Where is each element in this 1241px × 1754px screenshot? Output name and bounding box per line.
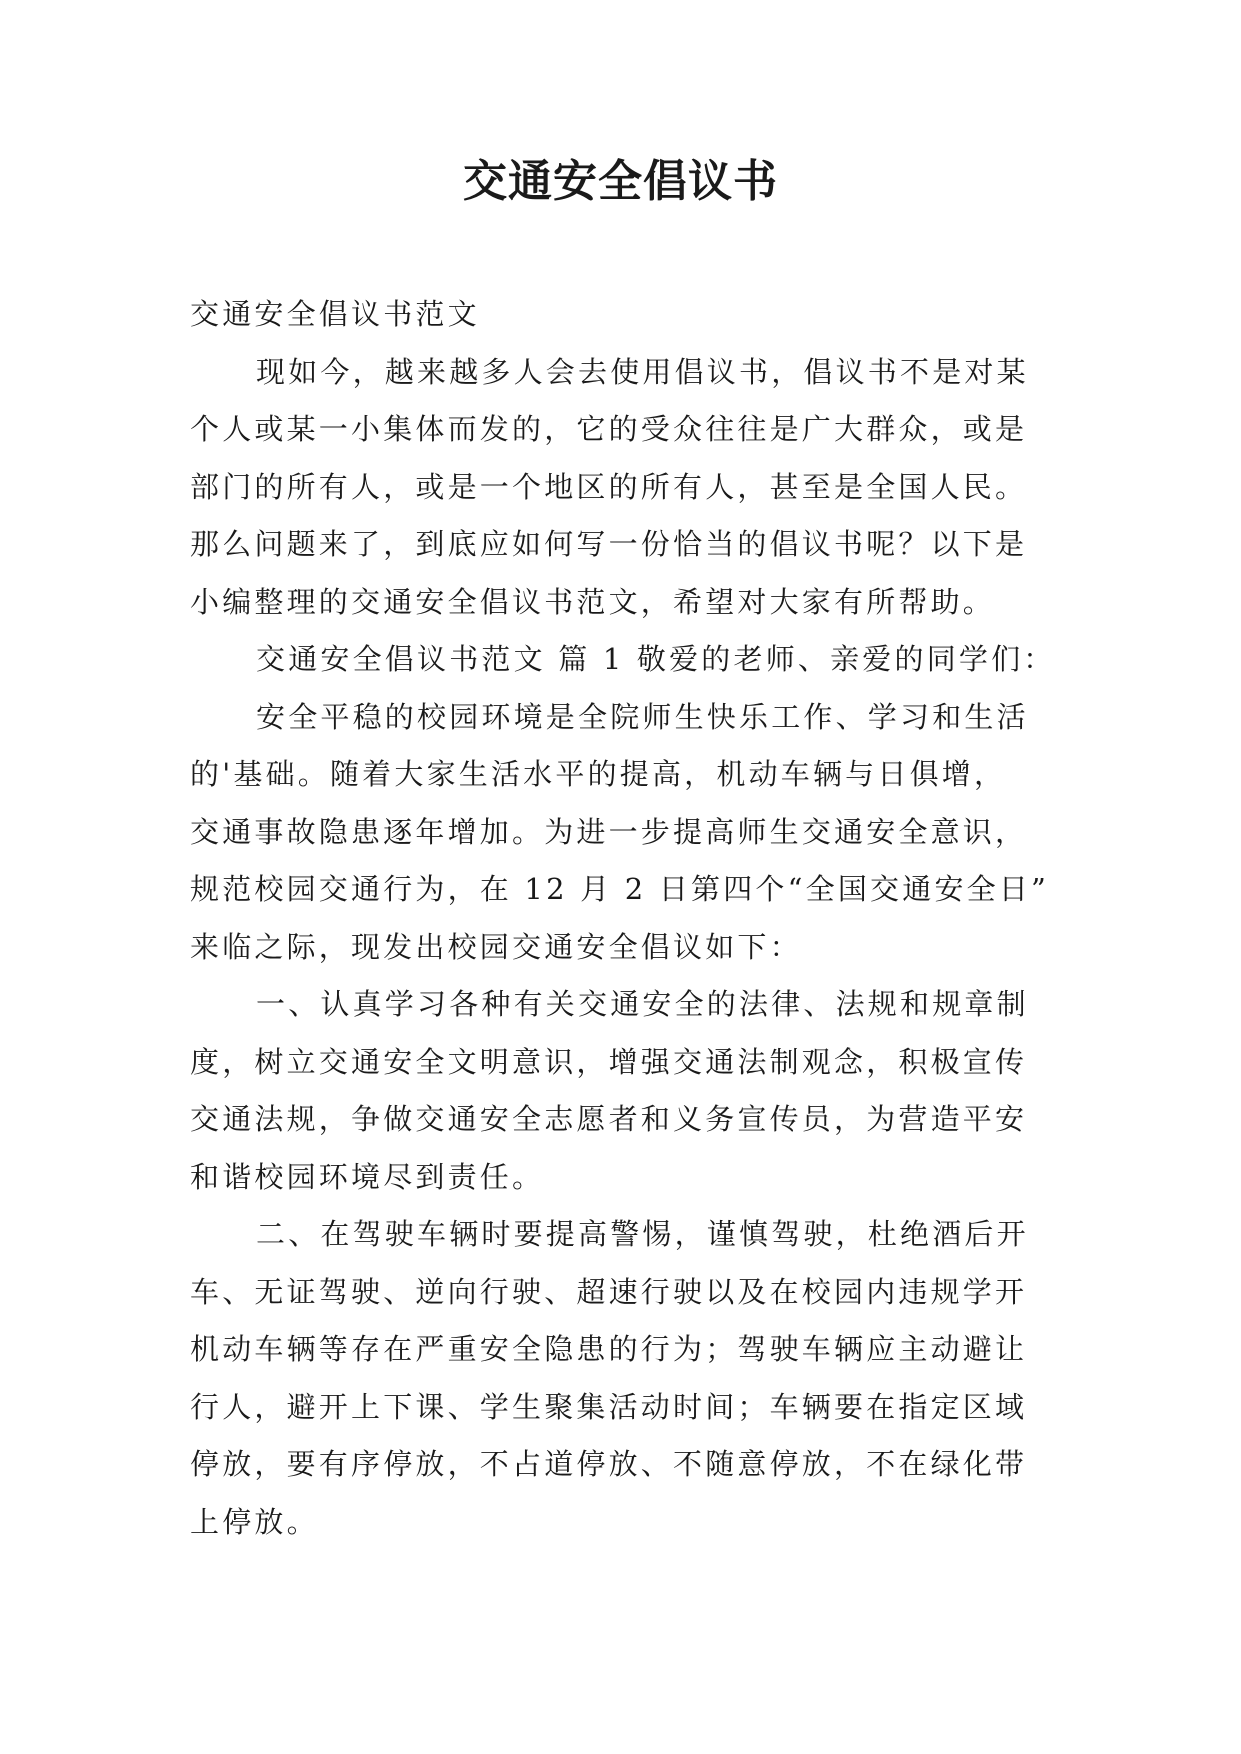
text-line: 上停放。 — [190, 1504, 319, 1539]
text-line: 交通安全倡议书范文 — [190, 297, 480, 331]
text-line: 部门的所有人，或是一个地区的所有人，甚至是全国人民。 — [190, 469, 1028, 504]
text-line: 来临之际，现发出校园交通安全倡议如下： — [190, 929, 802, 964]
text-line: 的'基础。随着大家生活水平的提高，机动车辆与日俱增， — [190, 757, 1007, 791]
text-line: 行人，避开上下课、学生聚集活动时间；车辆要在指定区域 — [190, 1389, 1028, 1424]
text-line: 现如今，越来越多人会去使用倡议书，倡议书不是对某 — [256, 354, 1029, 389]
text-line: 停放，要有序停放，不占道停放、不随意停放，不在绿化带 — [190, 1447, 1028, 1481]
text-line: 车、无证驾驶、逆向行驶、超速行驶以及在校园内违规学开 — [190, 1274, 1028, 1309]
text-line: 规范校园交通行为，在 12 月 2 日第四个“全国交通安全日” — [190, 872, 1050, 906]
text-line: 那么问题来了，到底应如何写一份恰当的倡议书呢？以下是 — [190, 527, 1028, 561]
text-line: 交通事故隐患逐年增加。为进一步提高师生交通安全意识， — [190, 814, 1028, 849]
text-line: 二、在驾驶车辆时要提高警惕，谨慎驾驶，杜绝酒后开 — [256, 1217, 1029, 1251]
document-body — [190, 286, 1060, 1551]
text-line: 和谐校园环境尽到责任。 — [190, 1159, 545, 1194]
text-line: 个人或某一小集体而发的，它的受众往往是广大群众，或是 — [190, 412, 1028, 446]
text-line: 机动车辆等存在严重安全隐患的行为；驾驶车辆应主动避让 — [190, 1332, 1028, 1366]
text-line: 小编整理的交通安全倡议书范文，希望对大家有所帮助。 — [190, 584, 996, 619]
text-line: 度，树立交通安全文明意识，增强交通法制观念，积极宣传 — [190, 1044, 1028, 1079]
text-line: 交通法规，争做交通安全志愿者和义务宣传员，为营造平安 — [190, 1102, 1028, 1136]
text-line: 交通安全倡议书范文 篇 1 敬爱的老师、亲爱的同学们： — [256, 642, 1056, 676]
text-line: 一、认真学习各种有关交通安全的法律、法规和规章制 — [256, 987, 1029, 1021]
document-title: 交通安全倡议书 — [463, 156, 778, 207]
text-line: 安全平稳的校园环境是全院师生快乐工作、学习和生活 — [256, 699, 1029, 734]
